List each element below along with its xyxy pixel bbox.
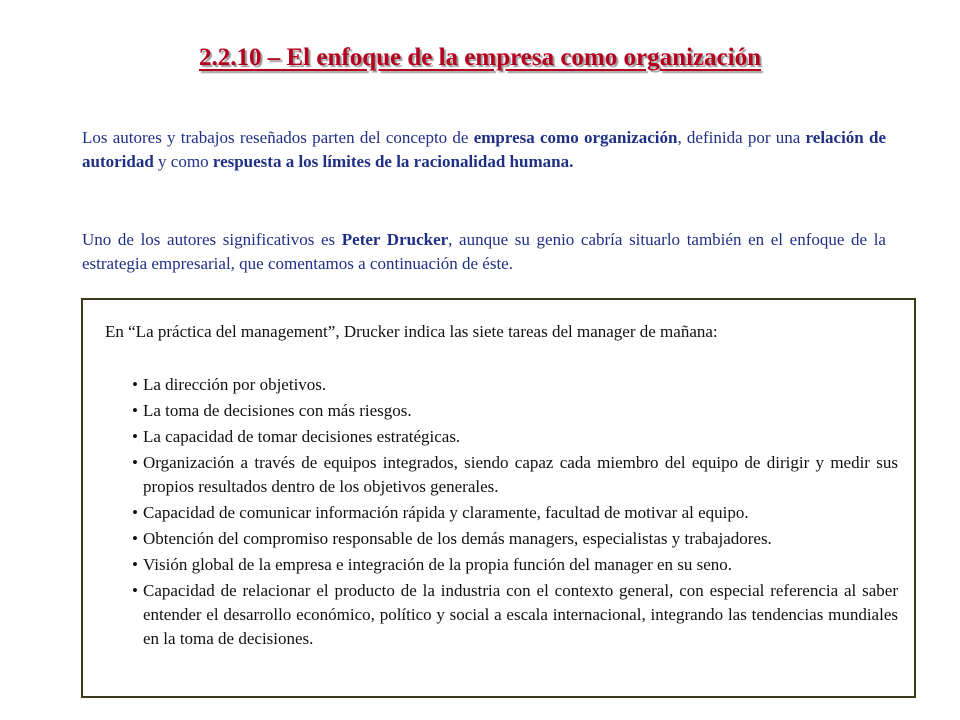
slide-title: 2.2.10 – El enfoque de la empresa como organización <box>199 44 761 71</box>
intro-highlight-autoridad: relación de autoridad <box>82 128 886 171</box>
bullet-icon: • <box>132 503 138 522</box>
task-item <box>132 425 898 449</box>
bullet-icon: • <box>132 401 138 420</box>
task-item <box>132 579 898 651</box>
bullet-icon: • <box>132 555 138 574</box>
task-text: Capacidad de comunicar información rápida y claramente, facultad de motivar al equipo. <box>143 503 749 522</box>
intro-text-2: , definida por una <box>677 128 806 147</box>
tasks-list <box>132 373 898 653</box>
bullet-icon: • <box>132 375 138 394</box>
intro-paragraph <box>82 126 886 174</box>
task-item <box>132 553 898 577</box>
task-text: La toma de decisiones con más riesgos. <box>143 401 412 420</box>
bullet-icon: • <box>132 453 138 472</box>
drucker-text-1: Uno de los autores significativos es <box>82 230 342 249</box>
intro-highlight-empresa: empresa como organización <box>473 128 678 147</box>
task-item <box>132 373 898 397</box>
task-item <box>132 399 898 423</box>
task-text: Organización a través de equipos integrados, siendo capaz cada miembro del equipo de dirigir y medir sus propios resultados dentro de los objetivos generales. <box>143 453 898 496</box>
drucker-highlight-name: Peter Drucker <box>341 230 449 249</box>
tasks-intro: En “La práctica del management”, Drucker indica las siete tareas del manager de mañana: <box>105 322 718 341</box>
intro-highlight-racionalidad: respuesta a los límites de la racionalidad humana. <box>212 152 574 171</box>
task-item <box>132 451 898 499</box>
task-text: La capacidad de tomar decisiones estratégicas. <box>143 427 461 446</box>
task-text: Obtención del compromiso responsable de los demás managers, especialistas y trabajadores. <box>143 529 772 548</box>
task-item <box>132 501 898 525</box>
bullet-icon: • <box>132 581 138 600</box>
intro-text-1: Los autores y trabajos reseñados parten del concepto de <box>82 128 474 147</box>
intro-text-3: y como <box>153 152 213 171</box>
drucker-text-2: , aunque su genio cabría situarlo también en el enfoque de la estrategia empresarial, que comentamos a continuación de éste. <box>82 230 886 273</box>
task-text: La dirección por objetivos. <box>143 375 327 394</box>
task-text: Visión global de la empresa e integración de la propia función del manager en su seno. <box>143 555 733 574</box>
bullet-icon: • <box>132 529 138 548</box>
task-item <box>132 527 898 551</box>
task-text: Capacidad de relacionar el producto de la industria con el contexto general, con especial referencia al saber entender el desarrollo económico, político y social a escala internacional, integrando las tendencias mundiales en la toma de decisiones. <box>143 581 898 648</box>
bullet-icon: • <box>132 427 138 446</box>
tasks-box <box>81 298 916 698</box>
drucker-paragraph <box>82 228 886 276</box>
